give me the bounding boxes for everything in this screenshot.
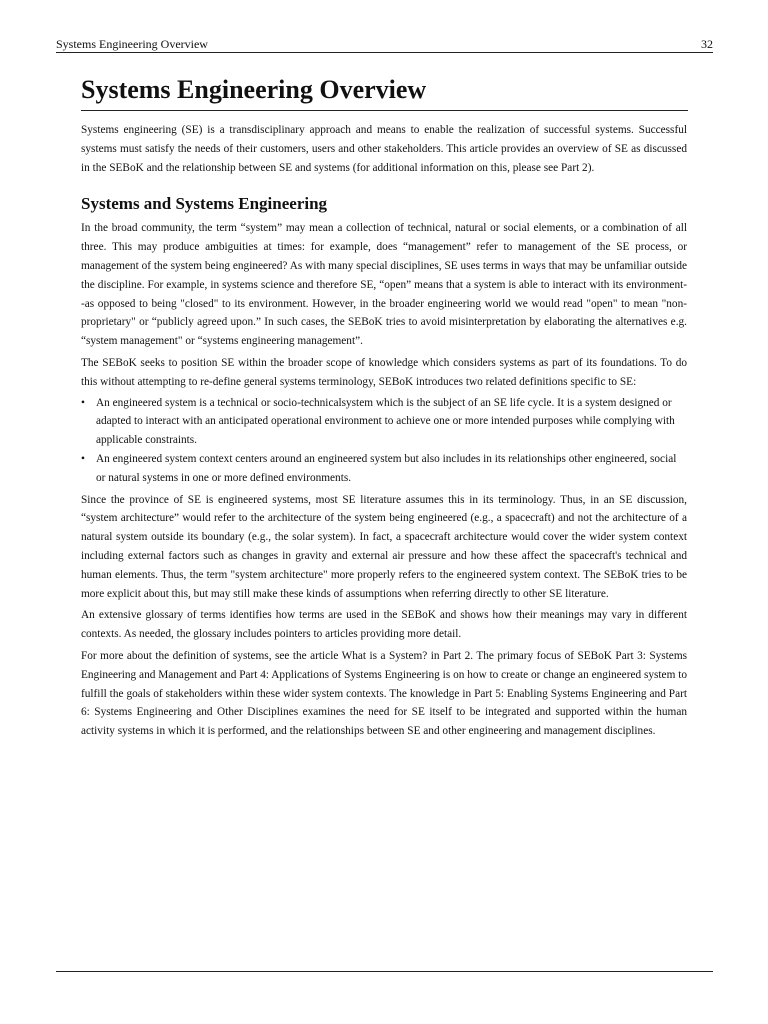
intro-paragraph: Systems engineering (SE) is a transdisciplinary approach and means to enable the realization of successful systems. Successful systems must satisfy the needs of their customers, users and other stakeholders. This article provides an overview of SE as discussed in the SEBoK and the relationship between SE and systems (for additional information on this, please see Part 2). bbox=[81, 124, 687, 174]
running-header-title: Systems Engineering Overview bbox=[56, 37, 208, 51]
page-number: 32 bbox=[701, 37, 713, 51]
definition-list bbox=[81, 394, 687, 488]
article-title: Systems Engineering Overview bbox=[81, 72, 688, 111]
body-paragraph-3: Since the province of SE is engineered systems, most SE literature assumes this in its terminology. Thus, in an SE discussion, “system architecture” would refer to the architecture of the system being engineered (e.g., a spacecraft) and not the architecture of a natural system outside its boundary (e.g., the solar system). In fact, a spacecraft architecture would cover the wider system context including external factors such as changes in gravity and external air pressure and how these affect the spacecraft's technical and human elements. Thus, the term "system architecture" more properly refers to the engineered system context. The SEBoK tries to be more explicit about this, but may still make these kinds of assumptions when referring directly to other SE literature. bbox=[81, 493, 687, 600]
body-paragraph-5: For more about the definition of systems, see the article What is a System? in Part 2. The primary focus of SEBoK Part 3: Systems Engineering and Management and Part 4: Applications of Systems Engineering is on how to create or change an engineered system to fulfill the goals of stakeholders within these wider system contexts. The knowledge in Part 5: Enabling Systems Engineering and Part 6: Systems Engineering and Other Disciplines examines the need for SE itself to be integrated and supported within the human activity systems in which it is performed, and the relationships between SE and other engineering and management disciplines. bbox=[81, 649, 687, 738]
list-item-text: An engineered system context centers around an engineered system but also includes in its relationships other engineered, social or natural systems in one or more defined environments. bbox=[96, 452, 677, 484]
article-body bbox=[81, 72, 687, 741]
list-item-text: An engineered system is a technical or socio-technicalsystem which is the subject of an SE life cycle. It is a system designed or adapted to interact with an anticipated operational environment to achieve one or more intended purposes while complying with applicable constraints. bbox=[96, 396, 675, 447]
section-heading: Systems and Systems Engineering bbox=[81, 194, 328, 214]
body-paragraph-4: An extensive glossary of terms identifies how terms are used in the SEBoK and shows how their meanings may vary in different contexts. As needed, the glossary includes pointers to articles providing more detail. bbox=[81, 609, 687, 641]
footer-divider bbox=[56, 971, 713, 972]
running-header bbox=[56, 36, 713, 53]
bullet-icon: • bbox=[81, 452, 85, 465]
bullet-icon: • bbox=[81, 396, 85, 409]
list-item bbox=[81, 450, 687, 488]
body-paragraph-1: In the broad community, the term “system” may mean a collection of technical, natural or social elements, or a combination of all three. This may produce ambiguities at times: for example, does “management” refer to management of the SE process, or management of the system being engineered? As with many special disciplines, SE uses terms in ways that may be unfamiliar outside the discipline. For example, in systems science and therefore SE, “open” means that a system is able to interact with its environment--as opposed to being "closed" to its environment. However, in the broader engineering world we would read "open" to mean "non-proprietary" or “publicly agreed upon.” In such cases, the SEBoK tries to avoid misinterpretation by elaborating the alternatives e.g. “system management" or “systems engineering management”. bbox=[81, 222, 687, 348]
list-item bbox=[81, 394, 687, 450]
body-paragraph-2: The SEBoK seeks to position SE within the broader scope of knowledge which considers systems as part of its foundations. To do this without attempting to re-define general systems terminology, SEBoK introduces two related definitions specific to SE: bbox=[81, 356, 687, 388]
